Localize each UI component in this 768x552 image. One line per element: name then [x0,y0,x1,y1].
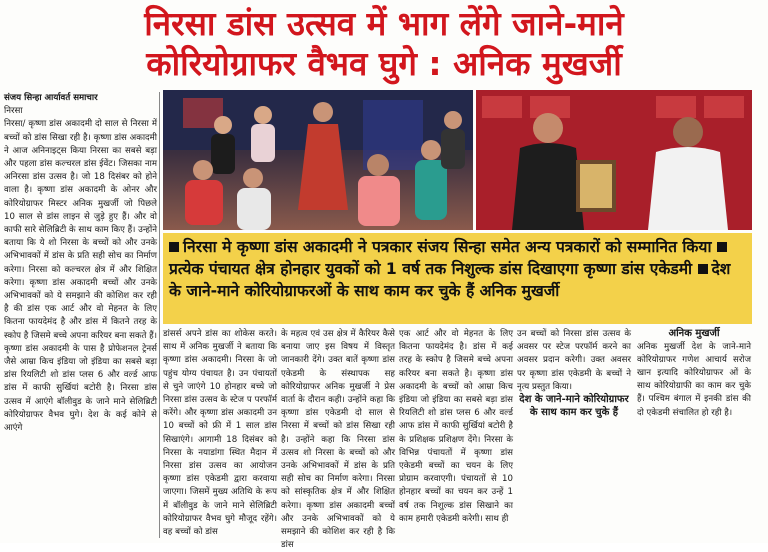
headline [0,0,768,86]
banner-point-3: देश के जाने-माने कोरियोग्राफरओं के साथ काम कर चुके हैं अनिक मुखर्जी [169,260,731,300]
dancers-illustration [163,90,473,230]
column-5b-text: अनिक मुखर्जी देश के जाने-माने कोरियोग्राफर गणेश आचार्य सरोज खान इत्यादि कोरियोग्राफर ओं के साथ कोरियोग्राफी का काम कर चुके हैं। पश्चिम बंगाल में इनकी डांस की दो एकेडमी संचालित हो रही है। [637,341,751,418]
byline: संजय सिन्हा आर्यावर्त समाचार [4,93,98,103]
dateline: निरसा [4,106,23,117]
column-rule [159,92,160,538]
column-2-text: डांसर्स अपने डांस का शोकेस करते। साथ में अनिक मुखर्जी ने बताया कि कृष्णा डांस अकादमी। निरसा के जो पहुंच योग्य पंचायत है। उन पंचायतों से चुने जाएंगे 10 होनहार बच्चे जो निरसा डांस उत्सव के स्टेज प परफॉर्म करेंगे। और कृष्णा डांस अकादमी उन 10 बच्चों को फ्री में 1 साल डांस सिखाएंगे। आगामी 18 दिसंबर को निरसा के नयाडांगा स्थित मैदान में निरसा डांस उत्सव का आयोजन कृष्णा डांस एकेडमी द्वारा करवाया जाएगा। जिसमें मुख्य अतिथि के रूप में बॉलीवुड के जाने माने सेलिब्रिटी कोरियोग्राफर वैभव घुगे मौजूद रहेंगे। वह बच्चों को डांस [163,329,277,538]
column-4-text: एक आर्ट और वो मेहनत के लिए कितना फायदेमंद है। डांस में कई तरह के स्कोप है जिसमे बच्चे अपना करियर बना सकते है। कृष्णा डांस अकादमी के बच्चों को आम्रा किच इंडिया जो इंडिया का सबसे बड़ा डांस रियलिटी शो डांस प्लस 6 और वर्ल्ड आफ डांस में काफी सुर्खियां बटोरी है के प्रशिक्षक प्रशिक्षण देंगे। निरसा के विभिन्न पंचायतों में कृष्णा डांस एकेडमी बच्चों का चयन के लिए प्रोग्राम करवाएगी। पंचायतों से 10 होनहार बच्चों का चयन कर उन्हें 1 वर्ष तक निशुल्क डांस सिखाने का काम हमारी एकेडमी करेगी। साथ ही [399,329,513,524]
column-1 [4,92,157,540]
banner-point-1: निरसा मे कृष्णा डांस अकादमी ने पत्रकार संजय सिन्हा समेत अन्य पत्रकारों को सम्मानित किया [183,238,712,256]
bullet-square-icon [698,264,708,274]
headline-line-2: कोरियोग्राफर वैभव घुगे : अनिक मुखर्जी [146,44,622,83]
column-1-text: निरसा/ कृष्णा डांस अकादमी दो साल से निरसा में बच्चों को डांस सिखा रही है। कृष्णा डांस अकादमी ने आज अनिनाइट्स किया निरसा का सबसे बड़ा और पहला डांस कल्चरल डांस ईवेंट। जिसका नाम अनिरसा डांस उत्सव है। जो 18 दिसंबर को होने वाला है। कृष्णा डांस अकादमी के ओनर और कोरियोग्राफर मिस्टर अनिक मुखर्जी जो पिछले 10 साल से डांस लाइन से जुड़े हुए हैं। और वो काफी सारे सेलिब्रिटी के साथ काम किए हैं। उन्होंने बताया कि ये शो निरसा के बच्चों को और उनके अभिभावकों में डांस के प्रति सही सोच का निर्माण करेगा। निरसा को कल्चरल क्षेत्र में और शिक्षित करेगा। कृष्णा डांस अकादमी बच्चों और उनके अभिभावकों को ये समझाने की कोशिश कर रही है की डांस एक आर्ट और वो मेहनत के लिए कितना फायदेमंद है और डांस में कितने तरह के स्कोप है जिसमे बच्चे अपना करियर बना सकते हैं। कृष्णा डांस अकादमी के पास है प्रोफेशनल ट्रेनर्स जैसे आम्रा किच इंडिया जो इंडिया का सबसे बड़ा डांस रियलिटी शो डांस प्लस 6 और वर्ल्ड आफ डांस में काफी सुर्खियां बटोरी है। निरसा डांस उत्सव में आएंगे बॉलीवुड के जाने माने सेलिब्रिटी कोरियोग्राफर वैभव घुगे। देश के कई कोने से आएंगे [4,119,157,434]
event-photo-dancers [163,90,473,230]
headline-line-1: निरसा डांस उत्सव में भाग लेंगे जाने-माने [144,4,624,43]
bullet-square-icon [717,242,727,252]
event-photo-felicitation [476,90,752,230]
column-5 [517,328,751,540]
subheading: देश के जाने-माने कोरियोग्राफर के साथ काम कर चुके हैं अनिक मुखर्जी [519,328,720,418]
felicitation-illustration [476,90,752,230]
column-5-text: उन बच्चों को निरसा डांस उत्सव के अवसर पर स्टेज परफॉर्म करने का अवसर प्रदान करेगी। उक्त अवसर पर कृष्णा डांस एकेडमी के बच्चों ने नृत्य प्रस्तुत किया। [517,329,631,392]
column-2 [163,328,277,540]
bullet-square-icon [169,242,179,252]
column-3-text: के महत्व एवं उस क्षेत्र में कैरियर कैसे बनाया जाए इस विषय में विस्तृत जानकारी देंगे। उक्त बातें कृष्णा डांस एकेडमी के संस्थापक सह कोरियोग्राफर अनिक मुखर्जी ने प्रेस वार्ता के दौरान कही। उन्होंने कहा कि कृष्णा डांस एकेडमी दो साल से निरसा में बच्चों को डांस सिखा रही है। उन्होंने कहा कि निरसा डांस उत्सव शो निरसा के बच्चों को और उनके अभिभावकों में डांस के प्रति सही सोच का निर्माण करेगा। निरसा को सांस्कृतिक क्षेत्र में और शिक्षित करेगा। कृष्णा डांस अकादमी बच्चों और उनके अभिभावकों को ये समझाने की कोशिश कर रही है कि डांस [281,329,395,551]
banner-point-2: प्रत्येक पंचायत क्षेत्र होनहार युवकों को 1 वर्ष तक निशुल्क डांस दिखाएगा कृष्णा डांस एकेडमी [169,260,693,278]
column-4 [399,328,513,540]
column-3 [281,328,395,551]
highlight-banner [163,233,752,324]
